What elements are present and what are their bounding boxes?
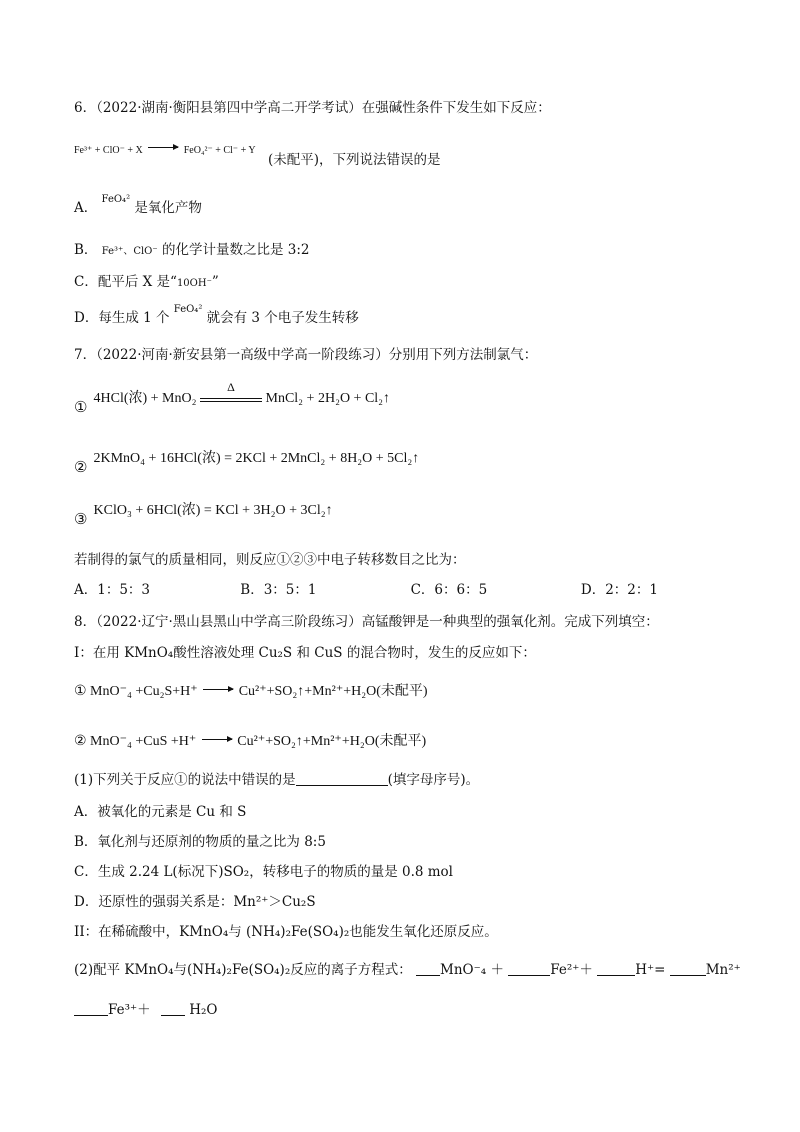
q6-opt-c-formula: 10OH⁻	[176, 278, 212, 289]
q8-subquestion-2: (2)配平 KMnO₄与(NH₄)₂Fe(SO₄)₂反应的离子方程式： MnO⁻₄ ＋ Fe²⁺＋ H⁺= Mn²⁺	[74, 962, 741, 978]
q7-reaction-2: ② 2KMnO₄ + 16HCl(浓) = 2KCl + 2MnCl₂ + 8H₂O + 5Cl₂↑	[74, 451, 420, 476]
answer-blank[interactable]	[597, 961, 635, 976]
q8-subquestion-2-cont: Fe³⁺＋ H₂O	[74, 1000, 218, 1020]
q8-sub1-option-c: C．生成 2.24 L(标况下)SO₂，转移电子的物质的量是 0.8 mol	[74, 864, 453, 880]
q6-option-d: D．每生成 1 个 $^{FeO_4^2}$ 就会有 3 个电子发生转移	[74, 304, 359, 326]
q6-option-a: A． $^{FeO_4^2}$ 是氧化产物	[74, 194, 202, 216]
reaction-arrow-icon	[203, 689, 233, 690]
q6-eq-right: FeO₄²⁻ + Cl⁻ + Y	[183, 145, 256, 156]
answer-blank[interactable]	[74, 1001, 108, 1016]
answer-blank[interactable]	[416, 961, 440, 976]
q6-eq-left: Fe³⁺ + ClO⁻ + X	[74, 145, 143, 156]
q6-opt-a-formula: FeO₄²	[101, 194, 131, 205]
q6-eq-tail: (未配平)，下列说法错误的是	[268, 152, 441, 168]
answer-blank[interactable]	[161, 1001, 185, 1016]
q7-stem: 7．（2022·河南·新安县第一高级中学高一阶段练习）分别用下列方法制氯气：	[74, 347, 538, 363]
answer-blank[interactable]	[508, 961, 550, 976]
q7-options	[74, 580, 658, 600]
answer-blank[interactable]	[296, 771, 388, 786]
q7-option-b: B．3：5：1	[240, 582, 317, 598]
q6-opt-d-formula: FeO₄²	[173, 304, 203, 315]
q8-sub1-option-d: D．还原性的强弱关系是：Mn²⁺＞Cu₂S	[74, 894, 316, 910]
q6-equation	[74, 140, 256, 161]
q6-option-b: B． Fe³⁺、ClO⁻ 的化学计量数之比是 3:2	[74, 242, 310, 258]
reaction-arrow-icon	[202, 739, 232, 740]
q6-stem: 6．（2022·湖南·衡阳县第四中学高二开学考试）在强碱性条件下发生如下反应：	[74, 100, 551, 116]
q6-option-c: C．配平后 X 是“10OH⁻”	[74, 274, 219, 290]
heating-condition-icon: Δ	[200, 390, 262, 402]
q8-reaction-1: ① MnO⁻₄ +Cu₂S+H⁺ Cu²⁺+SO₂↑+Mn²⁺+H₂O(未配平)	[74, 684, 428, 699]
q8-reaction-2: ② MnO⁻₄ +CuS +H⁺ Cu²⁺+SO₂↑+Mn²⁺+H₂O(未配平)	[74, 734, 427, 749]
q7-option-c: C．6：6：5	[410, 582, 488, 598]
q8-stem: 8．（2022·辽宁·黑山县黑山中学高三阶段练习）高锰酸钾是一种典型的强氧化剂。完成下列填空：	[74, 614, 659, 630]
answer-blank[interactable]	[670, 961, 706, 976]
q8-sub1-option-a: A．被氧化的元素是 Cu 和 S	[74, 804, 247, 820]
q8-subquestion-1: (1)下列关于反应①的说法中错误的是 (填字母序号)。	[74, 772, 480, 788]
q8-part2: II：在稀硫酸中，KMnO₄与 (NH₄)₂Fe(SO₄)₂也能发生氧化还原反应。	[74, 924, 498, 940]
q7-option-a: A．1：5：3	[74, 582, 151, 598]
q7-question: 若制得的氯气的质量相同，则反应①②③中电子转移数目之比为：	[74, 552, 466, 568]
q8-part1: I：在用 KMnO₄酸性溶液处理 Cu₂S 和 CuS 的混合物时，发生的反应如下：	[74, 645, 536, 661]
q7-option-d: D．2：2：1	[580, 582, 658, 598]
q7-reaction-3: ③ KClO₃ + 6HCl(浓) = KCl + 3H₂O + 3Cl₂↑	[74, 503, 333, 528]
q7-reaction-1: ① 4HCl(浓) + MnO₂ Δ MnCl₂ + 2H₂O + Cl₂↑	[74, 380, 391, 416]
q6-opt-b-formula: Fe³⁺、ClO⁻	[101, 246, 158, 257]
q8-sub1-option-b: B．氧化剂与还原剂的物质的量之比为 8:5	[74, 834, 326, 850]
reaction-arrow-icon	[148, 147, 178, 148]
